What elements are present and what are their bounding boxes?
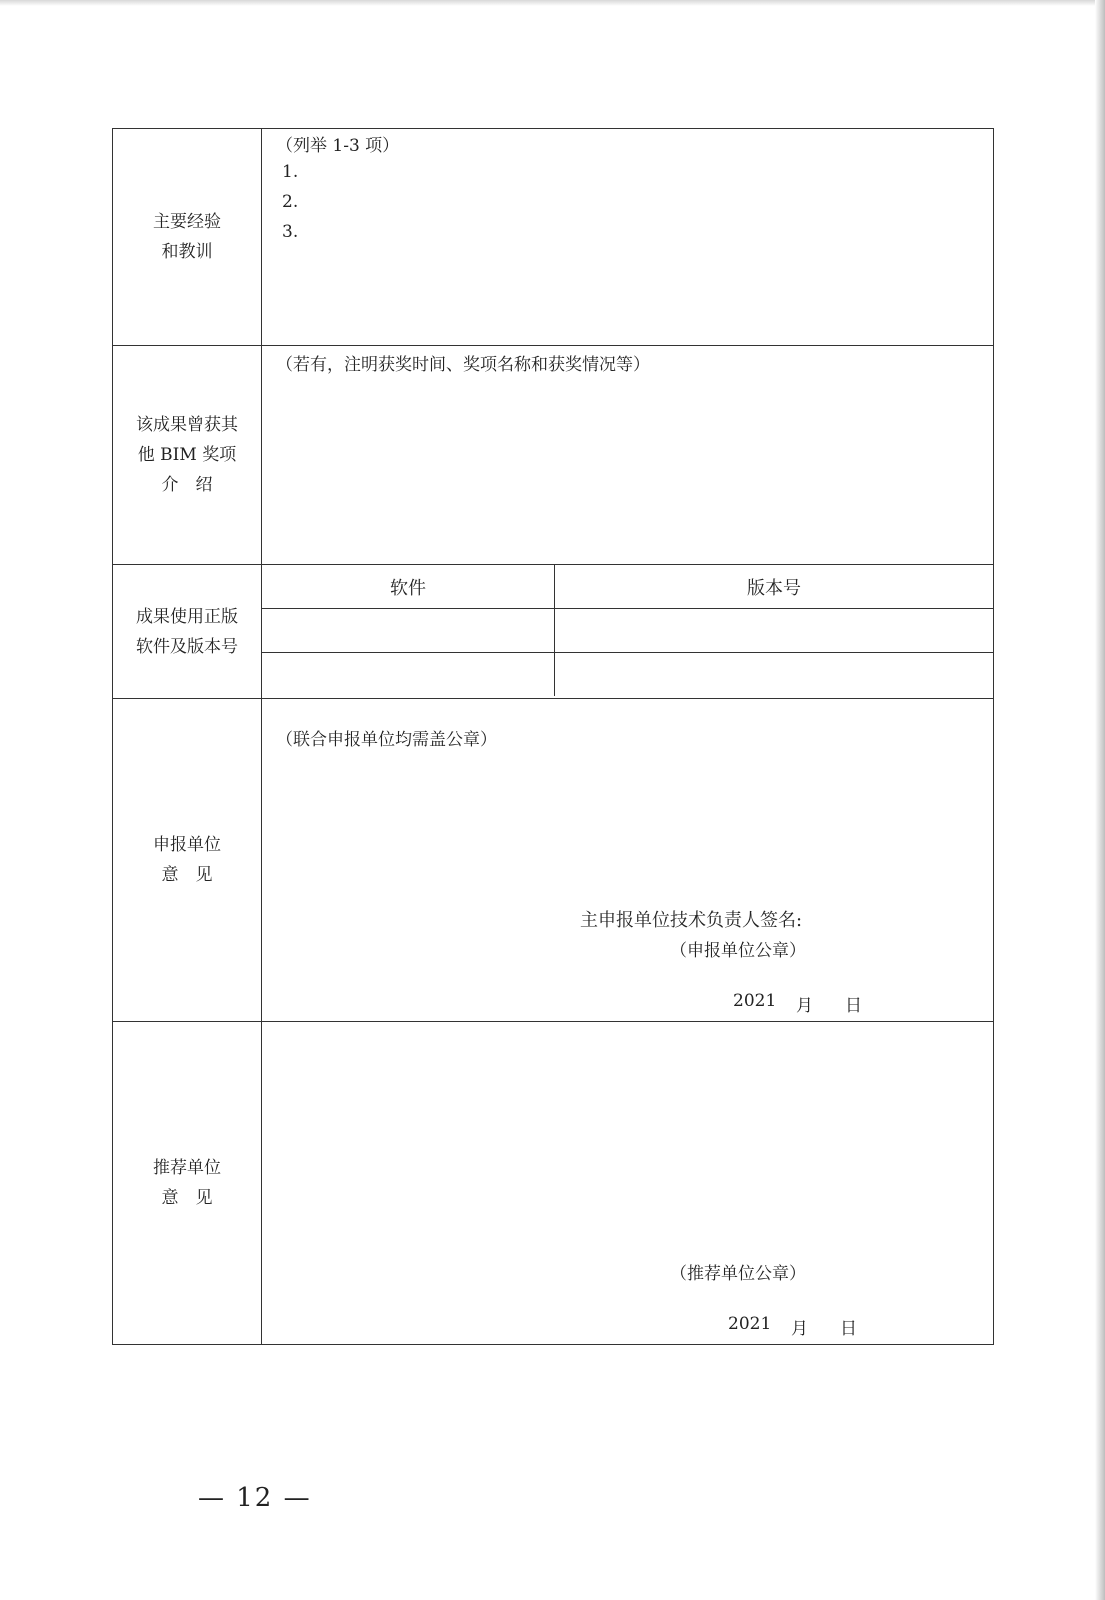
awards-label-line3: 介 绍: [161, 475, 213, 495]
applicant-row: [113, 699, 994, 1022]
software-label: [113, 565, 262, 699]
version-cell[interactable]: [555, 653, 994, 697]
recommender-content[interactable]: [262, 1022, 994, 1345]
software-table: [262, 565, 993, 696]
awards-label-line2: 他 BIM 奖项: [137, 445, 237, 465]
recommender-date-day: 日: [840, 1319, 857, 1339]
experience-label: [113, 129, 262, 346]
experience-hint: （列举 1-3 项）: [276, 136, 400, 156]
software-label-line1: 成果使用正版: [136, 606, 238, 627]
software-content: [262, 565, 994, 699]
recommender-label-line2: 意 见: [161, 1188, 213, 1208]
experience-label-line2: 和教训: [161, 242, 213, 262]
scan-edge-top: [0, 0, 1105, 6]
experience-item-2[interactable]: 2.: [282, 192, 299, 212]
scan-edge-right: [1095, 0, 1105, 1600]
awards-row: [113, 346, 994, 565]
applicant-seal-label: （申报单位公章）: [670, 941, 806, 961]
recommender-date-year: 2021: [728, 1314, 772, 1334]
awards-content[interactable]: [262, 346, 994, 565]
experience-content[interactable]: [262, 129, 994, 346]
application-form-table: [112, 128, 994, 1345]
experience-item-1[interactable]: 1.: [282, 162, 299, 182]
experience-row: [113, 129, 994, 346]
awards-label-line1: 该成果曾获其: [136, 415, 238, 435]
software-data-row: [262, 653, 993, 697]
recommender-seal-label: （推荐单位公章）: [670, 1264, 806, 1284]
applicant-label-line1: 申报单位: [153, 835, 221, 855]
applicant-date-year: 2021: [733, 991, 777, 1011]
software-cell[interactable]: [262, 653, 555, 697]
applicant-signature-label: 主申报单位技术负责人签名:: [580, 910, 803, 931]
software-data-row: [262, 609, 993, 653]
software-row: [113, 565, 994, 699]
applicant-content[interactable]: [262, 699, 994, 1022]
applicant-label-line2: 意 见: [161, 865, 213, 885]
software-cell[interactable]: [262, 609, 555, 653]
experience-label-line1: 主要经验: [153, 212, 221, 232]
software-label-line2: 软件及版本号: [136, 636, 238, 657]
software-header: 软件: [262, 565, 555, 609]
applicant-date-day: 日: [845, 996, 862, 1016]
version-cell[interactable]: [555, 609, 994, 653]
applicant-hint: （联合申报单位均需盖公章）: [276, 730, 497, 750]
software-header-row: [262, 565, 993, 609]
version-header: 版本号: [555, 565, 994, 609]
page-number: — 12 —: [198, 1483, 312, 1513]
experience-item-3[interactable]: 3.: [282, 222, 299, 242]
awards-hint: （若有，注明获奖时间、奖项名称和获奖情况等）: [276, 355, 650, 375]
recommender-label-line1: 推荐单位: [153, 1158, 221, 1178]
awards-label: [113, 346, 262, 565]
recommender-label: [113, 1022, 262, 1345]
applicant-date-month: 月: [796, 996, 813, 1016]
applicant-label: [113, 699, 262, 1022]
recommender-row: [113, 1022, 994, 1345]
recommender-date-month: 月: [791, 1319, 808, 1339]
